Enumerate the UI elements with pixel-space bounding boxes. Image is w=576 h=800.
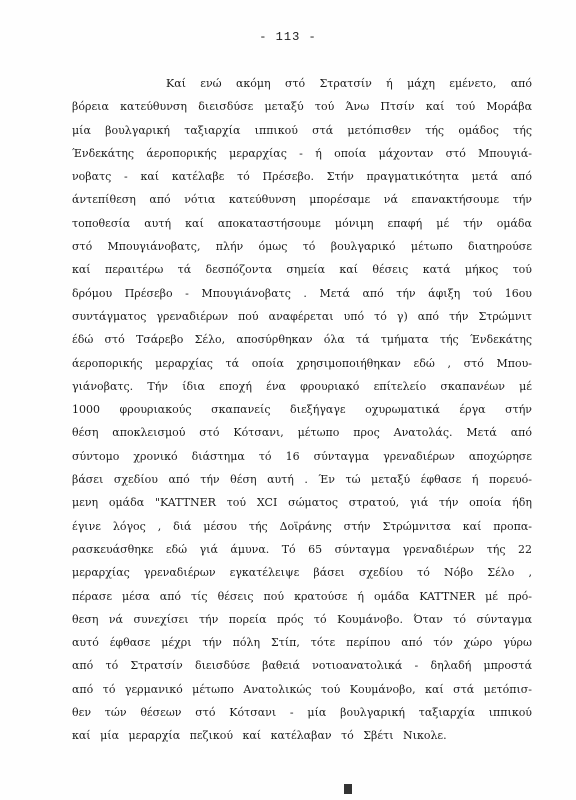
text-line: μενη ομάδα "KATTNER τού XCI σώματος στρατού, γιά τήν οποία ήδη <box>72 496 532 510</box>
text-line: νοβατς - καί κατέλαβε τό Πρέσεβο. Στήν πραγματικότητα μετά από <box>72 170 532 184</box>
text-line: τοποθεσία αυτή καί αποκαταστήσουμε μόνιμη επαφή μέ τήν ομάδα <box>72 216 532 230</box>
text-line: ρασκευάσθηκε εδώ γιά άμυνα. Τό 65 σύνταγμα γρεναδιέρων τής 22 <box>72 542 532 556</box>
text-line: από τό γερμανικό μέτωπο Ανατολικώς τού Κουμάνοβο, καί στά μετόπισ- <box>72 682 532 696</box>
text-line: από τό Στρατσίν διεισδύσε βαθειά νοτιοανατολικά - δηλαδή μπροστά <box>72 659 532 673</box>
text-line: συντάγματος γρεναδιέρων πού αναφέρεται υπό τό γ) από τήν Στρώμνιτ <box>72 309 532 323</box>
text-line: Ένδεκάτης άεροπορικής μεραρχίας - ή οποία μάχονταν στό Μπουγιά- <box>72 146 532 160</box>
text-line: μία βουλγαρική ταξιαρχία ιππικού στά μετόπισθεν τής ομάδος τής <box>72 123 532 137</box>
text-line: 1000 φρουριακούς σκαπανείς διεξήγαγε οχυρωματικά έργα στήν <box>72 403 532 417</box>
text-line: θέση αποκλεισμού στό Κότσανι, μέτωπο προς Ανατολάς. Μετά από <box>72 426 532 440</box>
text-line: βόρεια κατεύθυνση διεισδύσε μεταξύ τού Άνω Πτσίν καί τού Μοράβα <box>72 100 532 114</box>
text-line: καί περαιτέρω τά δεσπόζοντα σημεία καί θέσεις κατά μήκος τού <box>72 263 532 277</box>
text-line: έγινε λόγος , διά μέσου τής Δοϊράνης στήν Στρώμνιτσα καί προπα- <box>72 519 532 533</box>
text-line: άντεπίθεση από νότια κατεύθυνση μπορέσαμε νά επανακτήσουμε τήν <box>72 193 532 207</box>
text-line: καί μία μεραρχία πεζικού καί κατέλαβαν τό Σβέτι Νικολε. <box>72 729 447 743</box>
page-number: - 113 - <box>259 30 317 44</box>
text-line: Καί ενώ ακόμη στό Στρατσίν ή μάχη εμένετο, από <box>166 77 532 90</box>
text-line: αυτό έφθασε μέχρι τήν πόλη Στίπ, τότε περίπου από τόν χώρο γύρω <box>72 636 532 650</box>
text-line: βάσει σχεδίου από τήν θέση αυτή . Έν τώ μεταξύ έφθασε ή πορευό- <box>72 473 532 487</box>
text-line: έδώ στό Τσάρεβο Σέλο, αποσύρθηκαν όλα τά τμήματα τής Ένδεκάτης <box>72 333 532 347</box>
body-paragraph <box>72 72 532 748</box>
text-line: θεν τών θέσεων στό Κότσανι - μία βουλγαρική ταξιαρχία ιππικού <box>72 706 532 720</box>
scan-artifact-mark <box>344 784 352 794</box>
text-line: δρόμου Πρέσεβο - Μπουγιάνοβατς . Μετά από τήν άφιξη τού 16ου <box>72 286 532 300</box>
text-line: θεση νά συνεχίσει τήν πορεία πρός τό Κουμάνοβο. Όταν τό σύνταγμα <box>72 612 532 626</box>
text-line: σύντομο χρονικό διάστημα τό 16 σύνταγμα γρεναδιέρων αποχώρησε <box>72 449 532 463</box>
text-line: μεραρχίας γρεναδιέρων εγκατέλειψε βάσει σχεδίου τό Νόβο Σέλο , <box>72 566 532 580</box>
text-line: άεροπορικής μεραρχίας τά οποία χρησιμοποιήθηκαν εδώ , στό Μπου- <box>72 356 532 370</box>
text-line: γιάνοβατς. Τήν ίδια εποχή ένα φρουριακό επίτελείο σκαπανέων μέ <box>72 379 532 393</box>
text-line: πέρασε μέσα από τίς θέσεις πού κρατούσε ή ομάδα KATTNER μέ πρό- <box>72 589 532 603</box>
text-line: στό Μπουγιάνοβατς, πλήν όμως τό βουλγαρικό μέτωπο διατηρούσε <box>72 240 532 254</box>
